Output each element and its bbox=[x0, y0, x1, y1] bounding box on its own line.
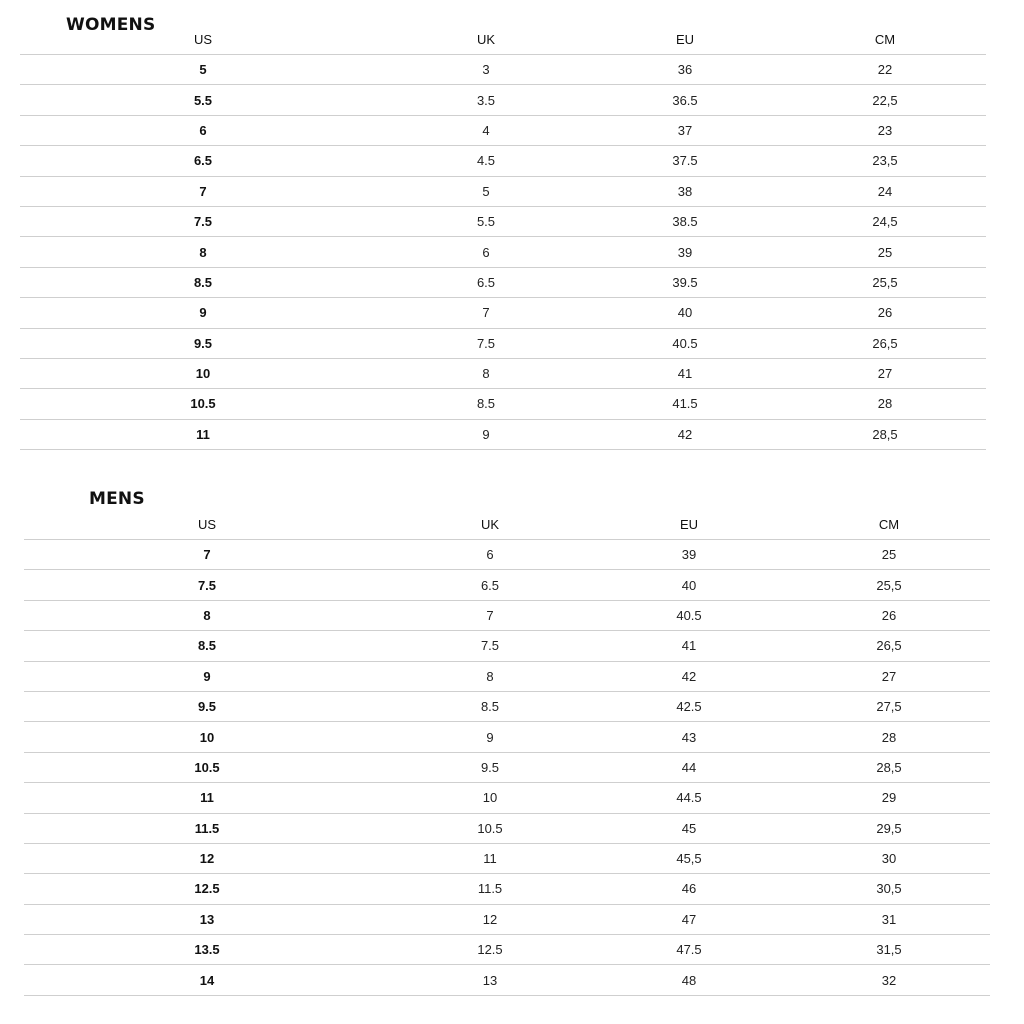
size-cell-us: 10.5 bbox=[24, 752, 390, 782]
size-cell-cm: 25,5 bbox=[788, 570, 990, 600]
size-cell-uk: 6.5 bbox=[386, 267, 586, 297]
size-cell-eu: 41.5 bbox=[586, 389, 784, 419]
table-header-row bbox=[24, 509, 990, 540]
size-cell-eu: 45 bbox=[590, 813, 788, 843]
size-cell-cm: 29 bbox=[788, 783, 990, 813]
table-row bbox=[20, 237, 986, 267]
size-cell-uk: 8 bbox=[386, 358, 586, 388]
table-row bbox=[24, 813, 990, 843]
size-cell-uk: 11.5 bbox=[390, 874, 590, 904]
size-cell-us: 7.5 bbox=[20, 206, 386, 236]
size-cell-cm: 26 bbox=[784, 298, 986, 328]
size-cell-us: 13 bbox=[24, 904, 390, 934]
size-cell-uk: 4.5 bbox=[386, 146, 586, 176]
size-cell-us: 9.5 bbox=[20, 328, 386, 358]
size-cell-cm: 26,5 bbox=[784, 328, 986, 358]
size-cell-uk: 6.5 bbox=[390, 570, 590, 600]
size-cell-us: 13.5 bbox=[24, 935, 390, 965]
header-cm: CM bbox=[788, 509, 990, 540]
table-row bbox=[24, 965, 990, 995]
size-cell-cm: 25,5 bbox=[784, 267, 986, 297]
size-cell-uk: 10.5 bbox=[390, 813, 590, 843]
size-cell-us: 11 bbox=[24, 783, 390, 813]
size-cell-cm: 31 bbox=[788, 904, 990, 934]
size-cell-uk: 11 bbox=[390, 843, 590, 873]
size-cell-cm: 28 bbox=[784, 389, 986, 419]
size-cell-eu: 42 bbox=[586, 419, 784, 449]
table-row bbox=[20, 328, 986, 358]
table-row bbox=[24, 904, 990, 934]
header-eu: EU bbox=[590, 509, 788, 540]
size-cell-us: 5.5 bbox=[20, 85, 386, 115]
size-cell-us: 6.5 bbox=[20, 146, 386, 176]
size-cell-us: 8.5 bbox=[20, 267, 386, 297]
size-cell-cm: 25 bbox=[788, 540, 990, 570]
mens-size-table bbox=[24, 509, 990, 996]
size-cell-uk: 6 bbox=[390, 540, 590, 570]
header-uk: UK bbox=[390, 509, 590, 540]
header-uk: UK bbox=[386, 24, 586, 55]
table-row bbox=[20, 267, 986, 297]
table-row bbox=[24, 661, 990, 691]
size-cell-eu: 41 bbox=[590, 631, 788, 661]
size-cell-uk: 9 bbox=[390, 722, 590, 752]
table-row bbox=[24, 874, 990, 904]
table-row bbox=[24, 691, 990, 721]
size-cell-eu: 42 bbox=[590, 661, 788, 691]
table-row bbox=[24, 570, 990, 600]
size-cell-cm: 28 bbox=[788, 722, 990, 752]
size-cell-uk: 7 bbox=[386, 298, 586, 328]
table-row bbox=[20, 85, 986, 115]
size-cell-eu: 37.5 bbox=[586, 146, 784, 176]
size-cell-uk: 12.5 bbox=[390, 935, 590, 965]
table-row bbox=[24, 752, 990, 782]
table-row bbox=[24, 843, 990, 873]
table-row bbox=[24, 783, 990, 813]
size-cell-eu: 46 bbox=[590, 874, 788, 904]
table-row bbox=[24, 540, 990, 570]
size-cell-us: 8.5 bbox=[24, 631, 390, 661]
size-cell-us: 10 bbox=[24, 722, 390, 752]
table-row bbox=[20, 115, 986, 145]
size-cell-eu: 42.5 bbox=[590, 691, 788, 721]
size-cell-eu: 38.5 bbox=[586, 206, 784, 236]
size-cell-cm: 26,5 bbox=[788, 631, 990, 661]
size-cell-uk: 5 bbox=[386, 176, 586, 206]
size-cell-cm: 28,5 bbox=[784, 419, 986, 449]
header-us: US bbox=[20, 24, 386, 55]
size-cell-eu: 40 bbox=[590, 570, 788, 600]
womens-table-body bbox=[20, 55, 986, 450]
size-cell-eu: 39 bbox=[586, 237, 784, 267]
size-cell-us: 12 bbox=[24, 843, 390, 873]
header-eu: EU bbox=[586, 24, 784, 55]
size-cell-us: 7.5 bbox=[24, 570, 390, 600]
womens-section-title: WOMENS bbox=[66, 15, 156, 35]
size-cell-eu: 40.5 bbox=[586, 328, 784, 358]
size-cell-cm: 24 bbox=[784, 176, 986, 206]
womens-size-table bbox=[20, 24, 986, 450]
size-cell-cm: 22 bbox=[784, 55, 986, 85]
size-cell-eu: 44.5 bbox=[590, 783, 788, 813]
size-cell-uk: 12 bbox=[390, 904, 590, 934]
size-cell-uk: 13 bbox=[390, 965, 590, 995]
size-cell-cm: 30 bbox=[788, 843, 990, 873]
size-cell-us: 10 bbox=[20, 358, 386, 388]
size-cell-cm: 23 bbox=[784, 115, 986, 145]
table-row bbox=[24, 722, 990, 752]
table-row bbox=[20, 298, 986, 328]
table-row bbox=[20, 419, 986, 449]
size-cell-uk: 7.5 bbox=[390, 631, 590, 661]
size-cell-eu: 37 bbox=[586, 115, 784, 145]
mens-section-title: MENS bbox=[89, 489, 145, 509]
size-cell-cm: 25 bbox=[784, 237, 986, 267]
size-cell-eu: 44 bbox=[590, 752, 788, 782]
size-cell-cm: 24,5 bbox=[784, 206, 986, 236]
size-cell-us: 8 bbox=[20, 237, 386, 267]
mens-table-body bbox=[24, 540, 990, 996]
size-cell-cm: 27 bbox=[784, 358, 986, 388]
table-row bbox=[20, 358, 986, 388]
size-cell-cm: 31,5 bbox=[788, 935, 990, 965]
size-cell-uk: 7 bbox=[390, 600, 590, 630]
size-cell-eu: 47.5 bbox=[590, 935, 788, 965]
size-cell-cm: 29,5 bbox=[788, 813, 990, 843]
size-cell-uk: 8.5 bbox=[386, 389, 586, 419]
size-cell-cm: 30,5 bbox=[788, 874, 990, 904]
size-cell-us: 7 bbox=[24, 540, 390, 570]
size-cell-cm: 27 bbox=[788, 661, 990, 691]
size-cell-us: 11 bbox=[20, 419, 386, 449]
size-cell-us: 11.5 bbox=[24, 813, 390, 843]
size-cell-uk: 9 bbox=[386, 419, 586, 449]
table-row bbox=[24, 631, 990, 661]
table-row bbox=[20, 389, 986, 419]
size-cell-us: 14 bbox=[24, 965, 390, 995]
size-cell-eu: 39 bbox=[590, 540, 788, 570]
size-cell-us: 9 bbox=[20, 298, 386, 328]
size-cell-cm: 27,5 bbox=[788, 691, 990, 721]
size-cell-cm: 23,5 bbox=[784, 146, 986, 176]
size-cell-us: 6 bbox=[20, 115, 386, 145]
size-cell-eu: 43 bbox=[590, 722, 788, 752]
size-cell-us: 12.5 bbox=[24, 874, 390, 904]
size-cell-cm: 32 bbox=[788, 965, 990, 995]
size-cell-eu: 36 bbox=[586, 55, 784, 85]
size-cell-uk: 6 bbox=[386, 237, 586, 267]
size-cell-cm: 28,5 bbox=[788, 752, 990, 782]
size-cell-uk: 7.5 bbox=[386, 328, 586, 358]
size-cell-us: 7 bbox=[20, 176, 386, 206]
size-cell-eu: 41 bbox=[586, 358, 784, 388]
table-row bbox=[24, 935, 990, 965]
size-cell-uk: 8.5 bbox=[390, 691, 590, 721]
table-header-row bbox=[20, 24, 986, 55]
table-row bbox=[20, 55, 986, 85]
header-cm: CM bbox=[784, 24, 986, 55]
size-cell-eu: 39.5 bbox=[586, 267, 784, 297]
table-row bbox=[24, 600, 990, 630]
table-row bbox=[20, 176, 986, 206]
size-cell-uk: 5.5 bbox=[386, 206, 586, 236]
size-cell-eu: 48 bbox=[590, 965, 788, 995]
size-cell-eu: 40.5 bbox=[590, 600, 788, 630]
size-cell-eu: 40 bbox=[586, 298, 784, 328]
size-cell-eu: 45,5 bbox=[590, 843, 788, 873]
size-cell-eu: 47 bbox=[590, 904, 788, 934]
table-row bbox=[20, 206, 986, 236]
size-cell-uk: 3.5 bbox=[386, 85, 586, 115]
size-cell-us: 9 bbox=[24, 661, 390, 691]
size-cell-cm: 22,5 bbox=[784, 85, 986, 115]
size-cell-us: 10.5 bbox=[20, 389, 386, 419]
size-cell-uk: 3 bbox=[386, 55, 586, 85]
size-cell-us: 9.5 bbox=[24, 691, 390, 721]
table-row bbox=[20, 146, 986, 176]
size-cell-eu: 36.5 bbox=[586, 85, 784, 115]
size-cell-uk: 10 bbox=[390, 783, 590, 813]
header-us: US bbox=[24, 509, 390, 540]
size-cell-us: 8 bbox=[24, 600, 390, 630]
size-cell-uk: 4 bbox=[386, 115, 586, 145]
size-cell-cm: 26 bbox=[788, 600, 990, 630]
size-cell-us: 5 bbox=[20, 55, 386, 85]
size-cell-eu: 38 bbox=[586, 176, 784, 206]
size-cell-uk: 9.5 bbox=[390, 752, 590, 782]
size-cell-uk: 8 bbox=[390, 661, 590, 691]
